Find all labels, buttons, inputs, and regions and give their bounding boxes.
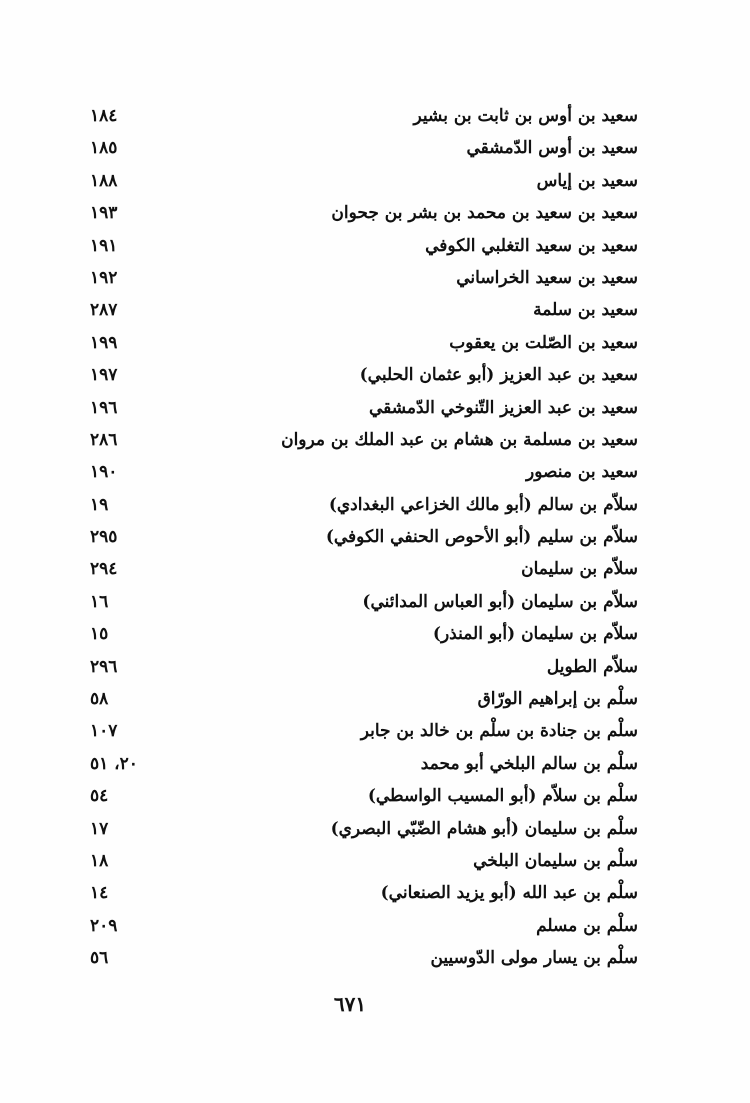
entry-name: سلْم بن سالم البلخي أبو محمد — [420, 753, 638, 774]
index-entry — [0, 780, 750, 812]
index-entry — [0, 586, 750, 618]
index-entry — [0, 910, 750, 942]
entry-name: سلاّم بن سليمان (أبو المنذر) — [432, 624, 638, 645]
index-entry — [0, 942, 750, 974]
index-list — [0, 100, 750, 975]
entry-pages: ١٩٠ — [90, 462, 118, 483]
entry-name: سلْم بن سليمان البلخي — [473, 850, 638, 871]
index-entry — [0, 165, 750, 197]
entry-name: سعيد بن سعيد بن محمد بن بشر بن جحوان — [331, 203, 638, 224]
entry-pages: ١٩١ — [90, 235, 118, 256]
entry-name: سعيد بن سلمة — [533, 300, 638, 321]
entry-pages: ١٩٦ — [90, 397, 118, 418]
entry-name: سلْم بن سليمان (أبو هشام الضّبّي البصري) — [330, 818, 638, 839]
entry-name: سعيد بن مسلمة بن هشام بن عبد الملك بن مروان — [281, 429, 638, 450]
entry-pages: ٢٨٧ — [90, 300, 118, 321]
entry-pages: ٢٨٦ — [90, 429, 118, 450]
index-entry — [0, 845, 750, 877]
entry-name: سلاّم بن سليم (أبو الأحوص الحنفي الكوفي) — [325, 527, 638, 548]
index-entry — [0, 521, 750, 553]
index-entry — [0, 230, 750, 262]
index-entry — [0, 715, 750, 747]
index-entry — [0, 294, 750, 326]
entry-name: سلْم بن عبد الله (أبو يزيد الصنعاني) — [380, 883, 638, 904]
entry-name: سلْم بن سلاّم (أبو المسيب الواسطي) — [367, 786, 638, 807]
entry-pages: ٢٩٥ — [90, 527, 118, 548]
index-entry — [0, 197, 750, 229]
entry-name: سلاّم بن سالم (أبو مالك الخزاعي البغدادي) — [328, 494, 638, 515]
entry-name: سلاّم بن سليمان — [521, 559, 638, 580]
entry-name: سعيد بن عبد العزيز (أبو عثمان الحلبي) — [359, 365, 638, 386]
index-entry — [0, 132, 750, 164]
entry-name: سلْم بن جنادة بن سلْم بن خالد بن جابر — [360, 721, 638, 742]
entry-name: سلاّم الطويل — [546, 656, 638, 677]
entry-pages: ١٩٣ — [90, 203, 118, 224]
entry-name: سلاّم بن سليمان (أبو العباس المدائني) — [362, 591, 638, 612]
entry-pages: ٢٠٩ — [90, 915, 118, 936]
entry-pages: ١٨٥ — [90, 138, 118, 159]
entry-pages: ١٠٧ — [90, 721, 118, 742]
entry-pages: ١٦ — [90, 591, 109, 612]
index-entry — [0, 392, 750, 424]
index-entry — [0, 748, 750, 780]
entry-pages: ١٩ — [90, 494, 109, 515]
entry-name: سعيد بن إياس — [536, 170, 638, 191]
index-entry — [0, 813, 750, 845]
entry-pages: ١٩٧ — [90, 365, 118, 386]
entry-pages: ٥٨ — [90, 689, 109, 710]
entry-pages: ٢٩٦ — [90, 656, 118, 677]
index-entry — [0, 456, 750, 488]
index-entry — [0, 553, 750, 585]
entry-name: سعيد بن أوس الدّمشقي — [466, 138, 638, 159]
entry-pages: ١٥ — [90, 624, 109, 645]
entry-pages: ٢٩٤ — [90, 559, 118, 580]
entry-name: سعيد بن سعيد التغلبي الكوفي — [425, 235, 638, 256]
entry-pages: ٢٠، ٥١ — [90, 753, 138, 774]
entry-pages: ١٨٤ — [90, 106, 118, 126]
index-entry — [0, 489, 750, 521]
index-entry — [0, 359, 750, 391]
entry-pages: ١٩٢ — [90, 267, 118, 288]
index-entry — [0, 618, 750, 650]
index-entry — [0, 651, 750, 683]
entry-name: سلْم بن مسلم — [536, 915, 638, 936]
entry-name: سعيد بن منصور — [526, 462, 638, 483]
entry-name: سلْم بن إبراهيم الورّاق — [477, 689, 638, 710]
entry-pages: ١٨٨ — [90, 170, 118, 191]
entry-name: سعيد بن عبد العزيز التّنوخي الدّمشقي — [368, 397, 638, 418]
entry-pages: ١٧ — [90, 818, 109, 839]
entry-pages: ١٨ — [90, 850, 109, 871]
entry-pages: ١٩٩ — [90, 332, 118, 353]
entry-pages: ٥٦ — [90, 948, 109, 969]
entry-name: سعيد بن أوس بن ثابت بن بشير — [413, 106, 638, 126]
entry-pages: ٥٤ — [90, 786, 109, 807]
entry-name: سلْم بن يسار مولى الدّوسيين — [430, 948, 638, 969]
index-entry — [0, 683, 750, 715]
index-entry — [0, 100, 750, 132]
index-entry — [0, 877, 750, 909]
entry-name: سعيد بن سعيد الخراساني — [456, 267, 638, 288]
index-entry — [0, 424, 750, 456]
entry-name: سعيد بن الصّلت بن يعقوب — [449, 332, 638, 353]
index-entry — [0, 327, 750, 359]
index-entry — [0, 262, 750, 294]
entry-pages: ١٤ — [90, 883, 109, 904]
page-number: ٦٧١ — [333, 992, 367, 1016]
